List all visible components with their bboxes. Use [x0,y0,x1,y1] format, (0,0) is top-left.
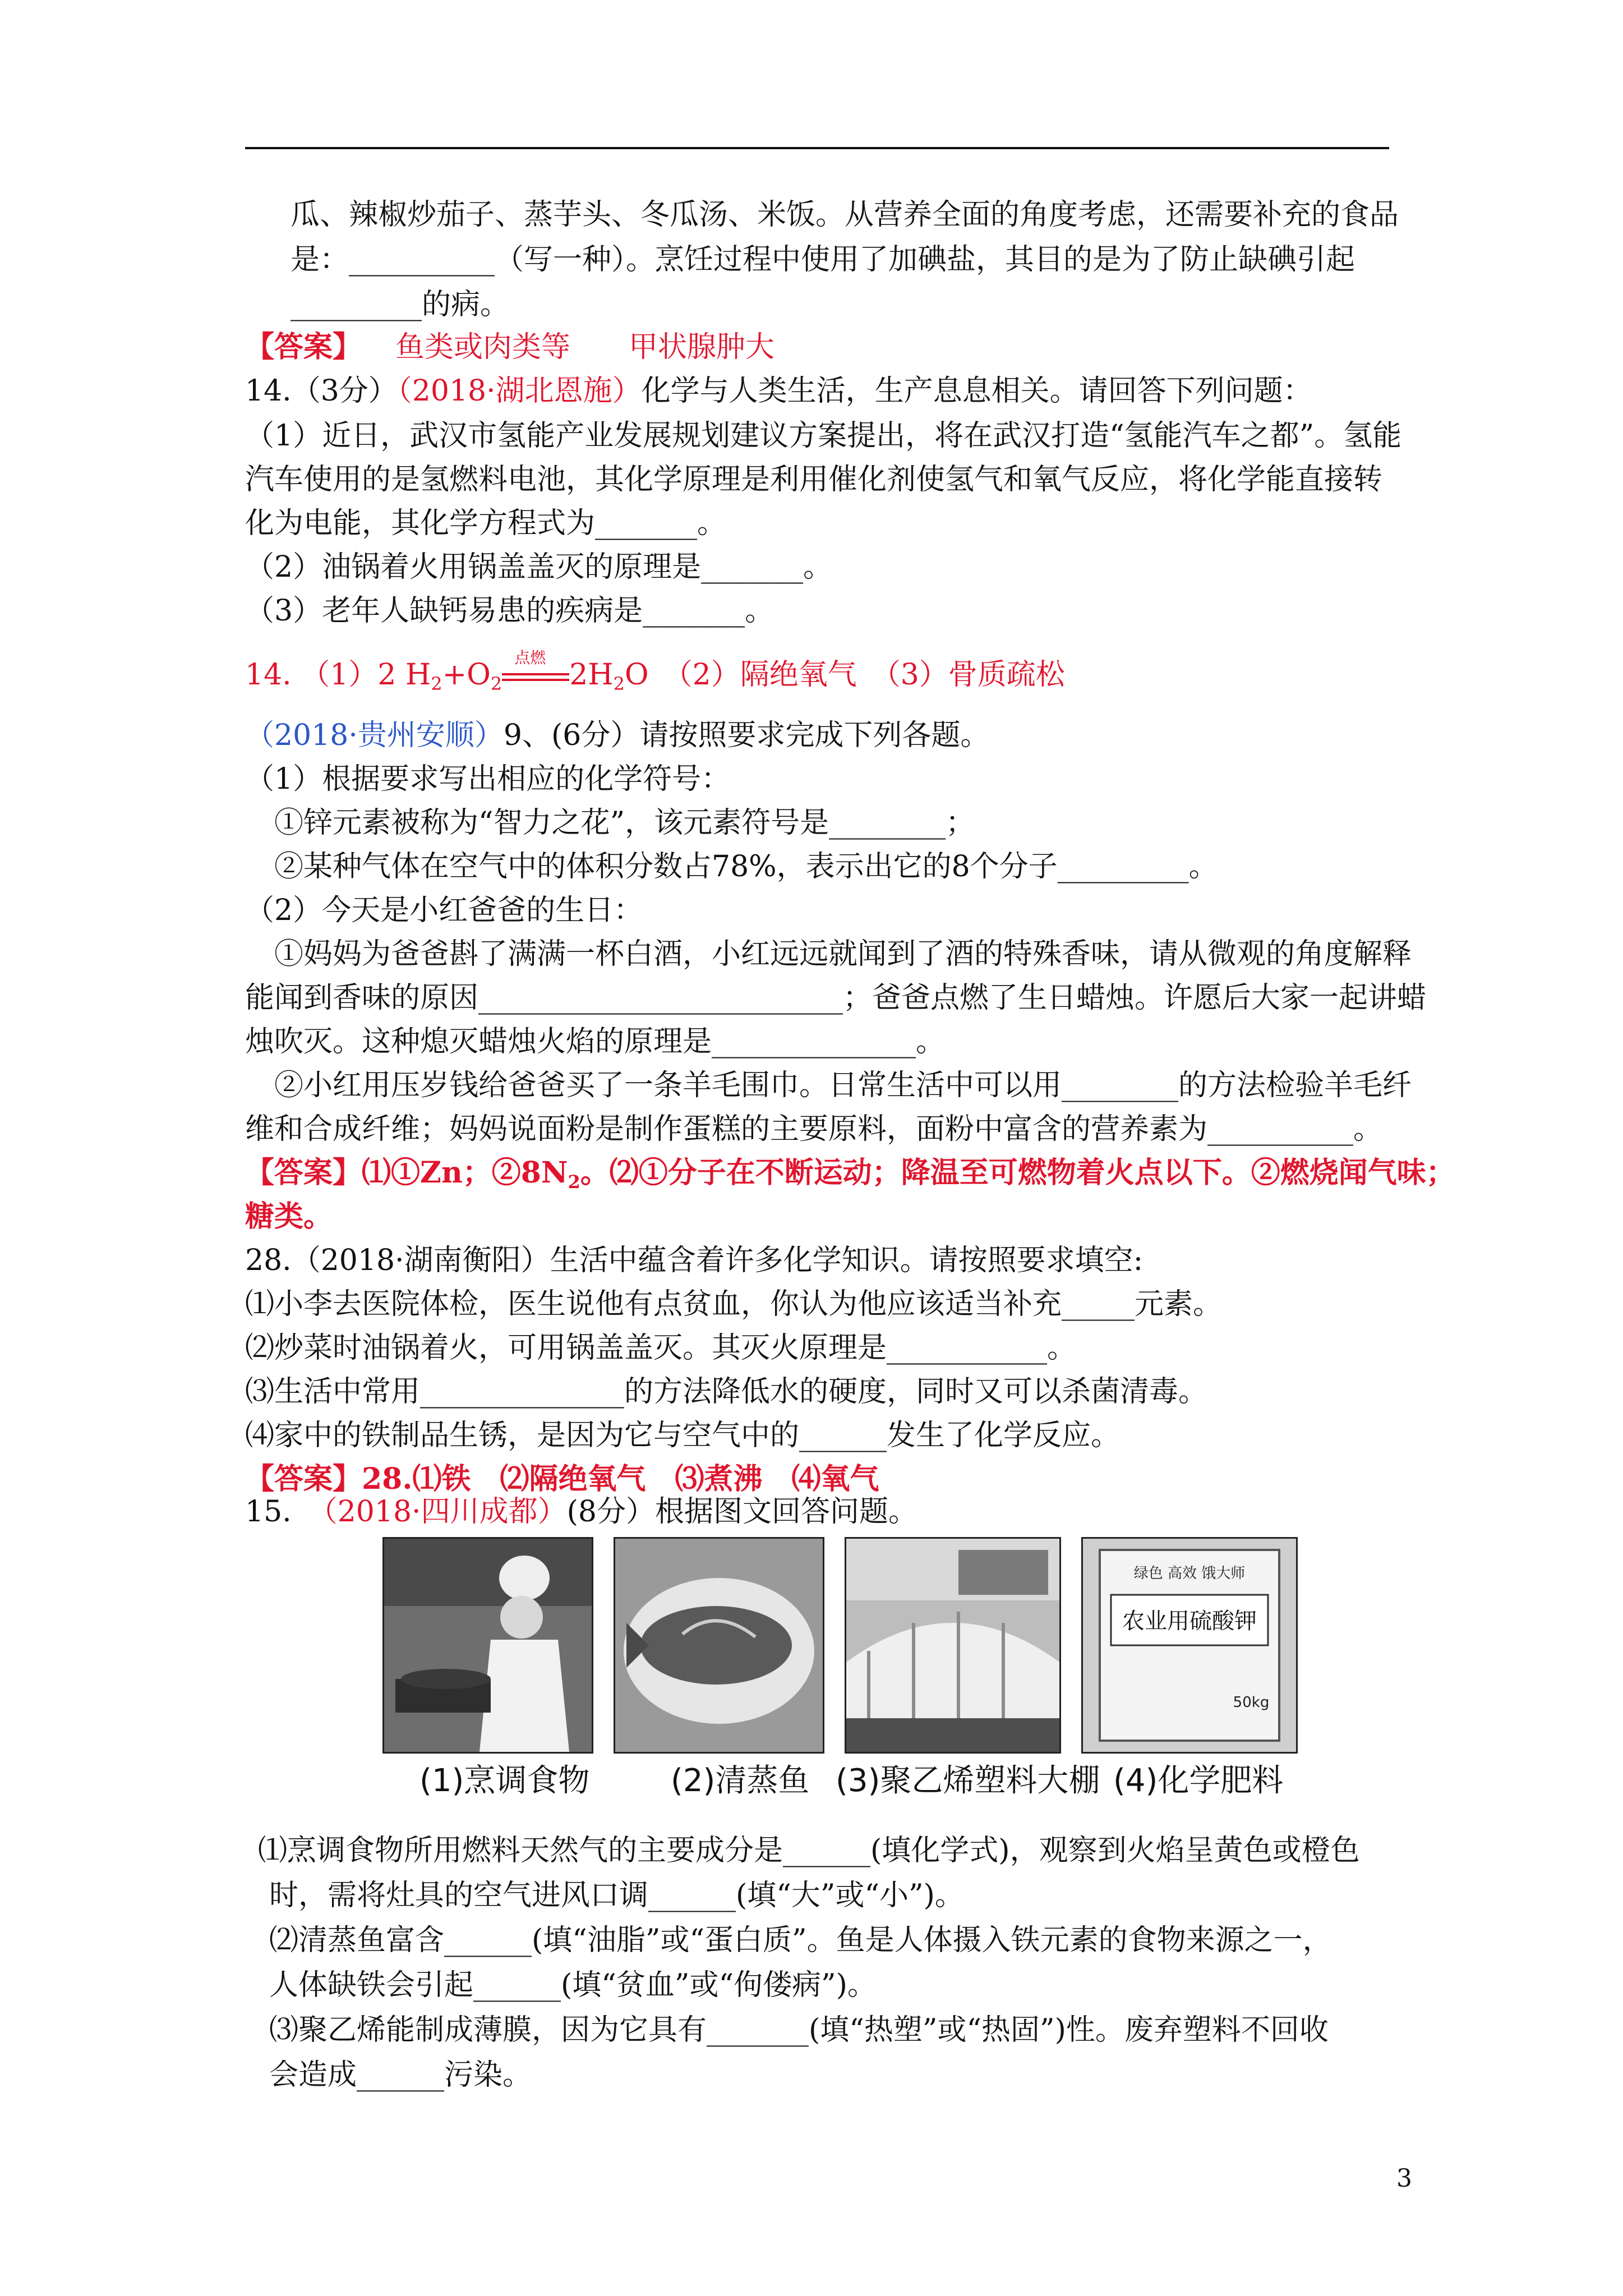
bag-text-weight: 50kg [1233,1694,1270,1711]
text-line: 能闻到香味的原因_________________________；爸爸点燃了生日蜡烛。许愿后大家一起讲蜡 [245,981,1427,1015]
text-line: ①锌元素被称为“智力之花”，该元素符号是________； [245,806,975,840]
question-source: （2018·贵州安顺） [245,719,504,752]
question-source: （2018·湖北恩施） [397,374,642,408]
eq-part: 14. （1）2 H [245,658,431,692]
text-line: （3）老年人缺钙易患的疾病是_______。 [245,594,774,628]
question-28-header: 28.（2018·湖南衡阳）生活中蕴含着许多化学知识。请按照要求填空: [245,1244,1144,1277]
text-line: 人体缺铁会引起______(填“贫血”或“佝偻病”)。 [269,1968,877,2002]
text-line: 化为电能，其化学方程式为_______。 [245,507,727,540]
eq-sub: 2 [431,673,442,694]
bag-text-mid: 农业用硫酸钾 [1122,1608,1257,1634]
text-line: 瓜、辣椒炒茄子、蒸芋头、冬瓜汤、米饭。从营养全面的角度考虑，还需要补充的食品 [291,198,1399,232]
text-line: ⑵清蒸鱼富含______(填“油脂”或“蛋白质”。鱼是人体摄入铁元素的食物来源之一， [269,1924,1332,1957]
question-number: 15. [245,1495,292,1529]
photo-plastic-greenhouse [845,1537,1061,1754]
text-line: ⑶聚乙烯能制成薄膜，因为它具有_______(填“热塑”或“热固”)性。废弃塑料不回收 [269,2013,1329,2047]
text-line: _________的病。 [291,288,510,321]
text-line: ⑶生活中常用______________的方法降低水的硬度，同时又可以杀菌清毒。 [245,1375,1208,1409]
question-number: 14.（3分） [245,374,398,408]
text-line: （2）油锅着火用锅盖盖灭的原理是_______。 [245,550,833,584]
question-14-header [245,372,1312,409]
question-source: （2018·四川成都） [308,1495,567,1529]
figure-photos [377,1537,1302,1761]
text-line: ⑷家中的铁制品生锈，是因为它与空气中的______发生了化学反应。 [245,1419,1121,1452]
answer-line: 【答案】28.⑴铁 ⑵隔绝氧气 ⑶煮沸 ⑷氧气 [245,1462,879,1496]
text-line: 烛吹灭。这种熄灭蜡烛火焰的原理是______________。 [245,1025,946,1059]
eq-sub: 2 [613,673,625,694]
reaction-condition [502,648,569,688]
caption-fertilizer: (4)化学肥料 [1113,1763,1284,1799]
condition-label: 点燃 [514,648,546,667]
answer-equation-line [245,648,1065,702]
text-line: 会造成______污染。 [269,2058,532,2092]
answer-line: 糖类。 [245,1199,333,1234]
text-line: ⑴烹调食物所用燃料天然气的主要成分是______(填化学式)，观察到火焰呈黄色或橙色 [258,1834,1360,1867]
text-line: （2）今天是小红爸爸的生日： [245,894,643,927]
text-line: 维和合成纤维；妈妈说面粉是制作蛋糕的主要原料，面粉中富含的营养素为__________。 [245,1112,1383,1146]
text-line: ②小红用压岁钱给爸爸买了一条羊毛围巾。日常生活中可以用________的方法检验羊毛纤 [245,1069,1412,1102]
text-line: 时，需将灶具的空气进风口调______(填“大”或“小”)。 [269,1879,964,1912]
answer-line [245,329,774,366]
text-line: ②某种气体在空气中的体积分数占78%，表示出它的8个分子_________。 [245,850,1218,884]
photo-chef-cooking [382,1537,593,1754]
text-line: ⑴小李去医院体检，医生说他有点贫血，你认为他应该适当补充_____元素。 [245,1287,1223,1321]
bag-text-top: 绿色 高效 饿大师 [1133,1565,1246,1582]
question-stem: 化学与人类生活，生产息息相关。请回答下列问题： [641,374,1312,408]
question-stem: 9、(6分）请按照要求完成下列各题。 [503,719,990,752]
answer-text: 鱼类或肉类等 甲状腺肿大 [395,330,775,364]
text-line: （1）近日，武汉市氢能产业发展规划建议方案提出，将在武汉打造“氢能汽车之都”。氢能 [245,419,1402,453]
answer-part: 。⑵①分子在不断运动；降温至可燃物着火点以下。②燃烧闻气味； [580,1156,1455,1190]
text-line: ①妈妈为爸爸斟了满满一杯白酒，小红远远就闻到了酒的特殊香味，请从微观的角度解释 [245,937,1412,971]
page-number: 3 [1396,2164,1412,2193]
question-stem: (8分）根据图文回答问题。 [566,1495,917,1529]
caption-greenhouse: (3)聚乙烯塑料大棚 [836,1763,1100,1799]
eq-sub: 2 [490,673,502,694]
text-line: 汽车使用的是氢燃料电池，其化学原理是利用催化剂使氢气和氧气反应，将化学能直接转 [245,463,1383,496]
question-9-header [245,717,989,754]
eq-part: 2H [569,658,614,692]
caption-fish: (2)清蒸鱼 [671,1763,810,1799]
photo-fertilizer-bag [1081,1537,1298,1754]
eq-part: O （2）隔绝氧气 （3）骨质疏松 [625,658,1065,692]
eq-part: +O [442,658,491,692]
photo-steamed-fish [614,1537,824,1754]
question-15-header [245,1493,917,1530]
header-rule [245,147,1389,149]
text-line: 是：__________（写一种）。烹饪过程中使用了加碘盐，其目的是为了防止缺碘引起 [291,243,1355,277]
caption-cooking: (1)烹调食物 [419,1763,590,1799]
text-line: （1）根据要求写出相应的化学符号： [245,762,731,796]
answer-part: 【答案】⑴①Zn；②8N [245,1156,568,1190]
answer-label: 【答案】 [245,330,362,364]
answer-sub: 2 [568,1171,580,1193]
text-line: ⑵炒菜时油锅着火，可用锅盖盖灭。其灭火原理是___________。 [245,1331,1077,1365]
answer-line [245,1154,1455,1200]
